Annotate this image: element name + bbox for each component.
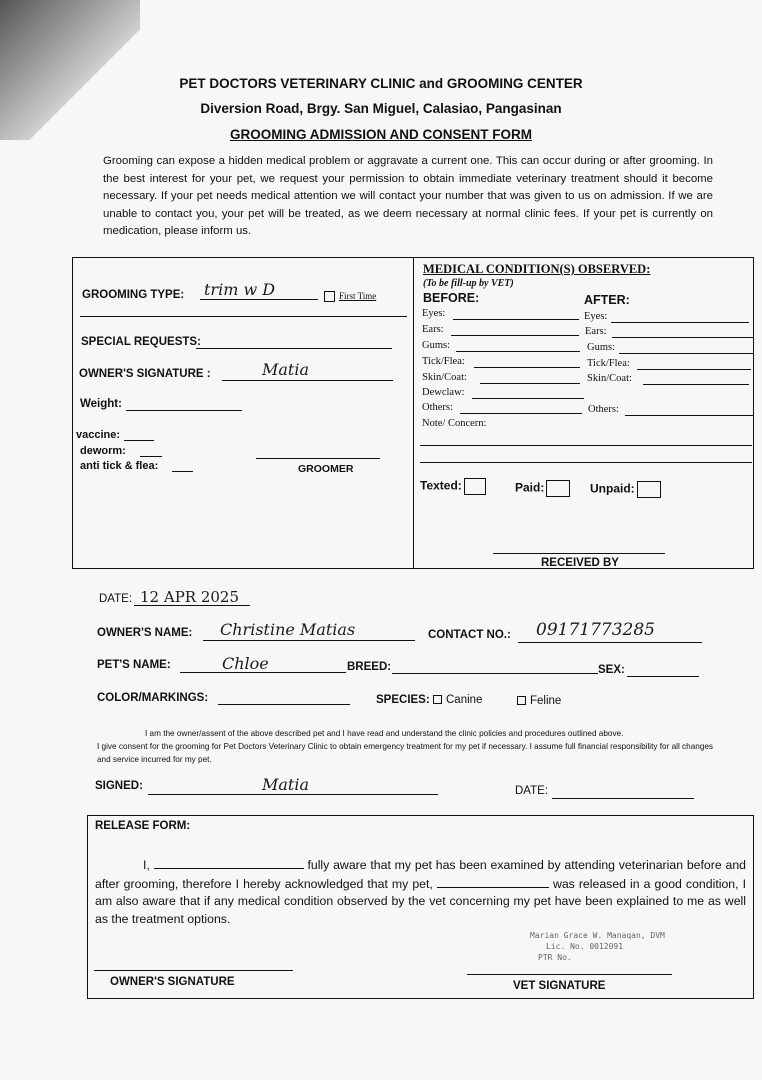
antitick-label: anti tick & flea: bbox=[80, 460, 159, 472]
signed-date-label: DATE: bbox=[515, 785, 549, 797]
grooming-type-value[interactable]: trim w D bbox=[204, 280, 276, 299]
after-label: AFTER: bbox=[584, 293, 630, 307]
owner-signature-label: OWNER'S SIGNATURE : bbox=[79, 368, 211, 380]
date-line bbox=[134, 605, 250, 606]
after-ears-line[interactable] bbox=[612, 337, 753, 338]
note-line-1[interactable] bbox=[420, 445, 752, 446]
before-ears-line[interactable] bbox=[451, 335, 579, 336]
contact-line bbox=[518, 642, 702, 643]
before-others-line[interactable] bbox=[460, 413, 582, 414]
pet-name-value[interactable]: Chloe bbox=[222, 654, 269, 673]
first-time-checkbox[interactable] bbox=[324, 291, 376, 302]
after-eyes-label: Eyes: bbox=[584, 311, 608, 322]
species-feline[interactable] bbox=[517, 695, 561, 707]
unpaid-checkbox[interactable] bbox=[637, 481, 661, 498]
intro-paragraph: Grooming can expose a hidden medical problem or aggravate a current one. This can occur during or after grooming. In the best interest for your pet, we request your permission to obtain immediate veterinary treatment should it become necessary. If your pet needs medical attention we will contact your number that was given to us on admission. If we are unable to contact you, your pet will be treated, as we deem necessary at normal clinic fees. If your pet is currently on medication, please inform us. bbox=[103, 155, 713, 237]
signed-value[interactable]: Matia bbox=[262, 775, 310, 794]
release-owner-blank[interactable] bbox=[154, 856, 304, 869]
release-paragraph bbox=[95, 856, 746, 928]
after-skincoat-label: Skin/Coat: bbox=[587, 373, 632, 384]
owner-name-label: OWNER'S NAME: bbox=[97, 627, 193, 639]
checkbox-icon bbox=[324, 291, 335, 302]
species-label: SPECIES: bbox=[376, 694, 430, 706]
color-label: COLOR/MARKINGS: bbox=[97, 692, 209, 704]
feline-label: Feline bbox=[530, 695, 562, 707]
consent-line-2: I give consent for the grooming for Pet Doctors Veterinary Clinic to obtain emergency treatment for my pet if necessary. I assume full financial responsibility for all changes and service incurred for my pet. bbox=[97, 742, 714, 764]
clinic-address: Diversion Road, Brgy. San Miguel, Calasiao, Pangasinan bbox=[200, 101, 562, 116]
after-ears-label: Ears: bbox=[585, 326, 607, 337]
received-by-line bbox=[493, 553, 665, 554]
before-ears-label: Ears: bbox=[422, 324, 444, 335]
owner-signature-value[interactable]: Matia bbox=[262, 360, 310, 379]
deworm-line[interactable] bbox=[140, 456, 162, 457]
medical-subtitle: (To be fill-up by VET) bbox=[423, 278, 514, 289]
owner-signature-line bbox=[222, 380, 393, 381]
date-value[interactable]: 12 APR 2025 bbox=[140, 588, 240, 606]
texted-label: Texted: bbox=[420, 478, 462, 493]
breed-line[interactable] bbox=[392, 673, 598, 674]
owner-sig-label: OWNER'S SIGNATURE bbox=[110, 976, 235, 988]
signed-label: SIGNED: bbox=[95, 780, 143, 792]
special-requests-label: SPECIAL REQUESTS: bbox=[81, 336, 201, 348]
sex-line[interactable] bbox=[627, 676, 699, 677]
stamp-name: Marian Grace W. Manaqan, DVM bbox=[530, 931, 665, 940]
grooming-type-label: GROOMING TYPE: bbox=[82, 289, 185, 301]
pet-name-line bbox=[180, 672, 346, 673]
column-divider bbox=[413, 258, 414, 568]
after-tickflea-label: Tick/Flea: bbox=[587, 358, 630, 369]
note-concern-label: Note/ Concern: bbox=[422, 418, 487, 429]
unpaid-field[interactable] bbox=[590, 481, 661, 498]
owner-sig-line[interactable] bbox=[94, 970, 293, 971]
after-eyes-line[interactable] bbox=[611, 322, 749, 323]
release-title: RELEASE FORM: bbox=[95, 820, 191, 832]
release-pet-blank[interactable] bbox=[437, 875, 549, 888]
before-skincoat-label: Skin/Coat: bbox=[422, 372, 467, 383]
release-text-mid2: was released in a good condition, I am also aware that if any medical condition observed by the vet concerning my pet have been explained to me as well as the treatment options. bbox=[95, 876, 747, 926]
species-canine[interactable] bbox=[433, 694, 482, 706]
before-eyes-label: Eyes: bbox=[422, 308, 446, 319]
after-gums-line[interactable] bbox=[619, 353, 753, 354]
breed-label: BREED: bbox=[347, 661, 392, 673]
signed-line bbox=[148, 794, 438, 795]
release-text-mid1: fully aware that my pet has been examined by attending veterinarian before and after grooming, therefore I hereby acknowledged that my pet, bbox=[95, 858, 747, 891]
date-label: DATE: bbox=[99, 593, 133, 605]
first-time-label: First Time bbox=[339, 291, 377, 301]
antitick-line[interactable] bbox=[172, 471, 193, 472]
received-by-label: RECEIVED BY bbox=[541, 557, 619, 569]
unpaid-label: Unpaid: bbox=[590, 481, 635, 496]
before-dewclaw-label: Dewclaw: bbox=[422, 387, 465, 398]
page-fold bbox=[0, 0, 140, 140]
weight-label: Weight: bbox=[80, 398, 122, 410]
deworm-label: deworm: bbox=[80, 445, 126, 457]
before-tickflea-label: Tick/Flea: bbox=[422, 356, 465, 367]
medical-title: MEDICAL CONDITION(S) OBSERVED: bbox=[423, 262, 651, 276]
before-skincoat-line[interactable] bbox=[480, 383, 580, 384]
consent-line-1: I am the owner/assent of the above described pet and I have read and understand the clinic policies and procedures outlined above. bbox=[145, 729, 624, 738]
texted-field[interactable] bbox=[420, 478, 486, 495]
vet-sig-line[interactable] bbox=[467, 974, 672, 975]
pet-name-label: PET'S NAME: bbox=[97, 659, 171, 671]
vet-stamp bbox=[530, 930, 665, 963]
before-tickflea-line[interactable] bbox=[474, 367, 580, 368]
before-label: BEFORE: bbox=[423, 291, 480, 305]
grooming-type-line-2 bbox=[80, 316, 407, 317]
canine-checkbox[interactable] bbox=[433, 695, 442, 704]
vet-sig-label: VET SIGNATURE bbox=[513, 980, 606, 992]
before-dewclaw-line[interactable] bbox=[472, 398, 584, 399]
canine-label: Canine bbox=[446, 694, 483, 706]
contact-value[interactable]: 09171773285 bbox=[536, 620, 655, 640]
after-skincoat-line[interactable] bbox=[643, 384, 749, 385]
before-gums-label: Gums: bbox=[422, 340, 451, 351]
owner-name-line bbox=[203, 640, 415, 641]
signed-date-line[interactable] bbox=[552, 798, 694, 799]
release-text-start: I, bbox=[143, 858, 150, 872]
stamp-lic: Lic. No. 0012091 bbox=[546, 942, 624, 951]
after-others-label: Others: bbox=[588, 404, 619, 415]
after-gums-label: Gums: bbox=[587, 342, 616, 353]
before-gums-line[interactable] bbox=[456, 351, 580, 352]
feline-checkbox[interactable] bbox=[517, 696, 526, 705]
grooming-type-line bbox=[200, 299, 318, 300]
after-tickflea-line[interactable] bbox=[637, 369, 751, 370]
paid-field[interactable] bbox=[515, 480, 570, 497]
after-others-line[interactable] bbox=[625, 415, 754, 416]
paid-label: Paid: bbox=[515, 480, 545, 495]
weight-line[interactable] bbox=[126, 410, 242, 411]
paid-checkbox[interactable] bbox=[546, 480, 570, 497]
owner-name-value[interactable]: Christine Matias bbox=[220, 620, 356, 639]
color-line[interactable] bbox=[218, 704, 350, 705]
before-eyes-line[interactable] bbox=[453, 319, 579, 320]
form-title: GROOMING ADMISSION AND CONSENT FORM bbox=[230, 127, 532, 142]
texted-checkbox[interactable] bbox=[464, 478, 486, 495]
sex-label: SEX: bbox=[598, 664, 625, 676]
before-others-label: Others: bbox=[422, 402, 453, 413]
special-requests-line[interactable] bbox=[196, 348, 392, 349]
groomer-label: GROOMER bbox=[298, 463, 354, 475]
vaccine-label: vaccine: bbox=[76, 429, 121, 441]
clinic-name: PET DOCTORS VETERINARY CLINIC and GROOMING CENTER bbox=[179, 76, 583, 91]
stamp-ptr: PTR No. bbox=[538, 953, 572, 962]
note-line-2[interactable] bbox=[420, 462, 752, 463]
groomer-line bbox=[256, 458, 380, 459]
contact-label: CONTACT NO.: bbox=[428, 629, 511, 641]
vaccine-line[interactable] bbox=[124, 440, 154, 441]
